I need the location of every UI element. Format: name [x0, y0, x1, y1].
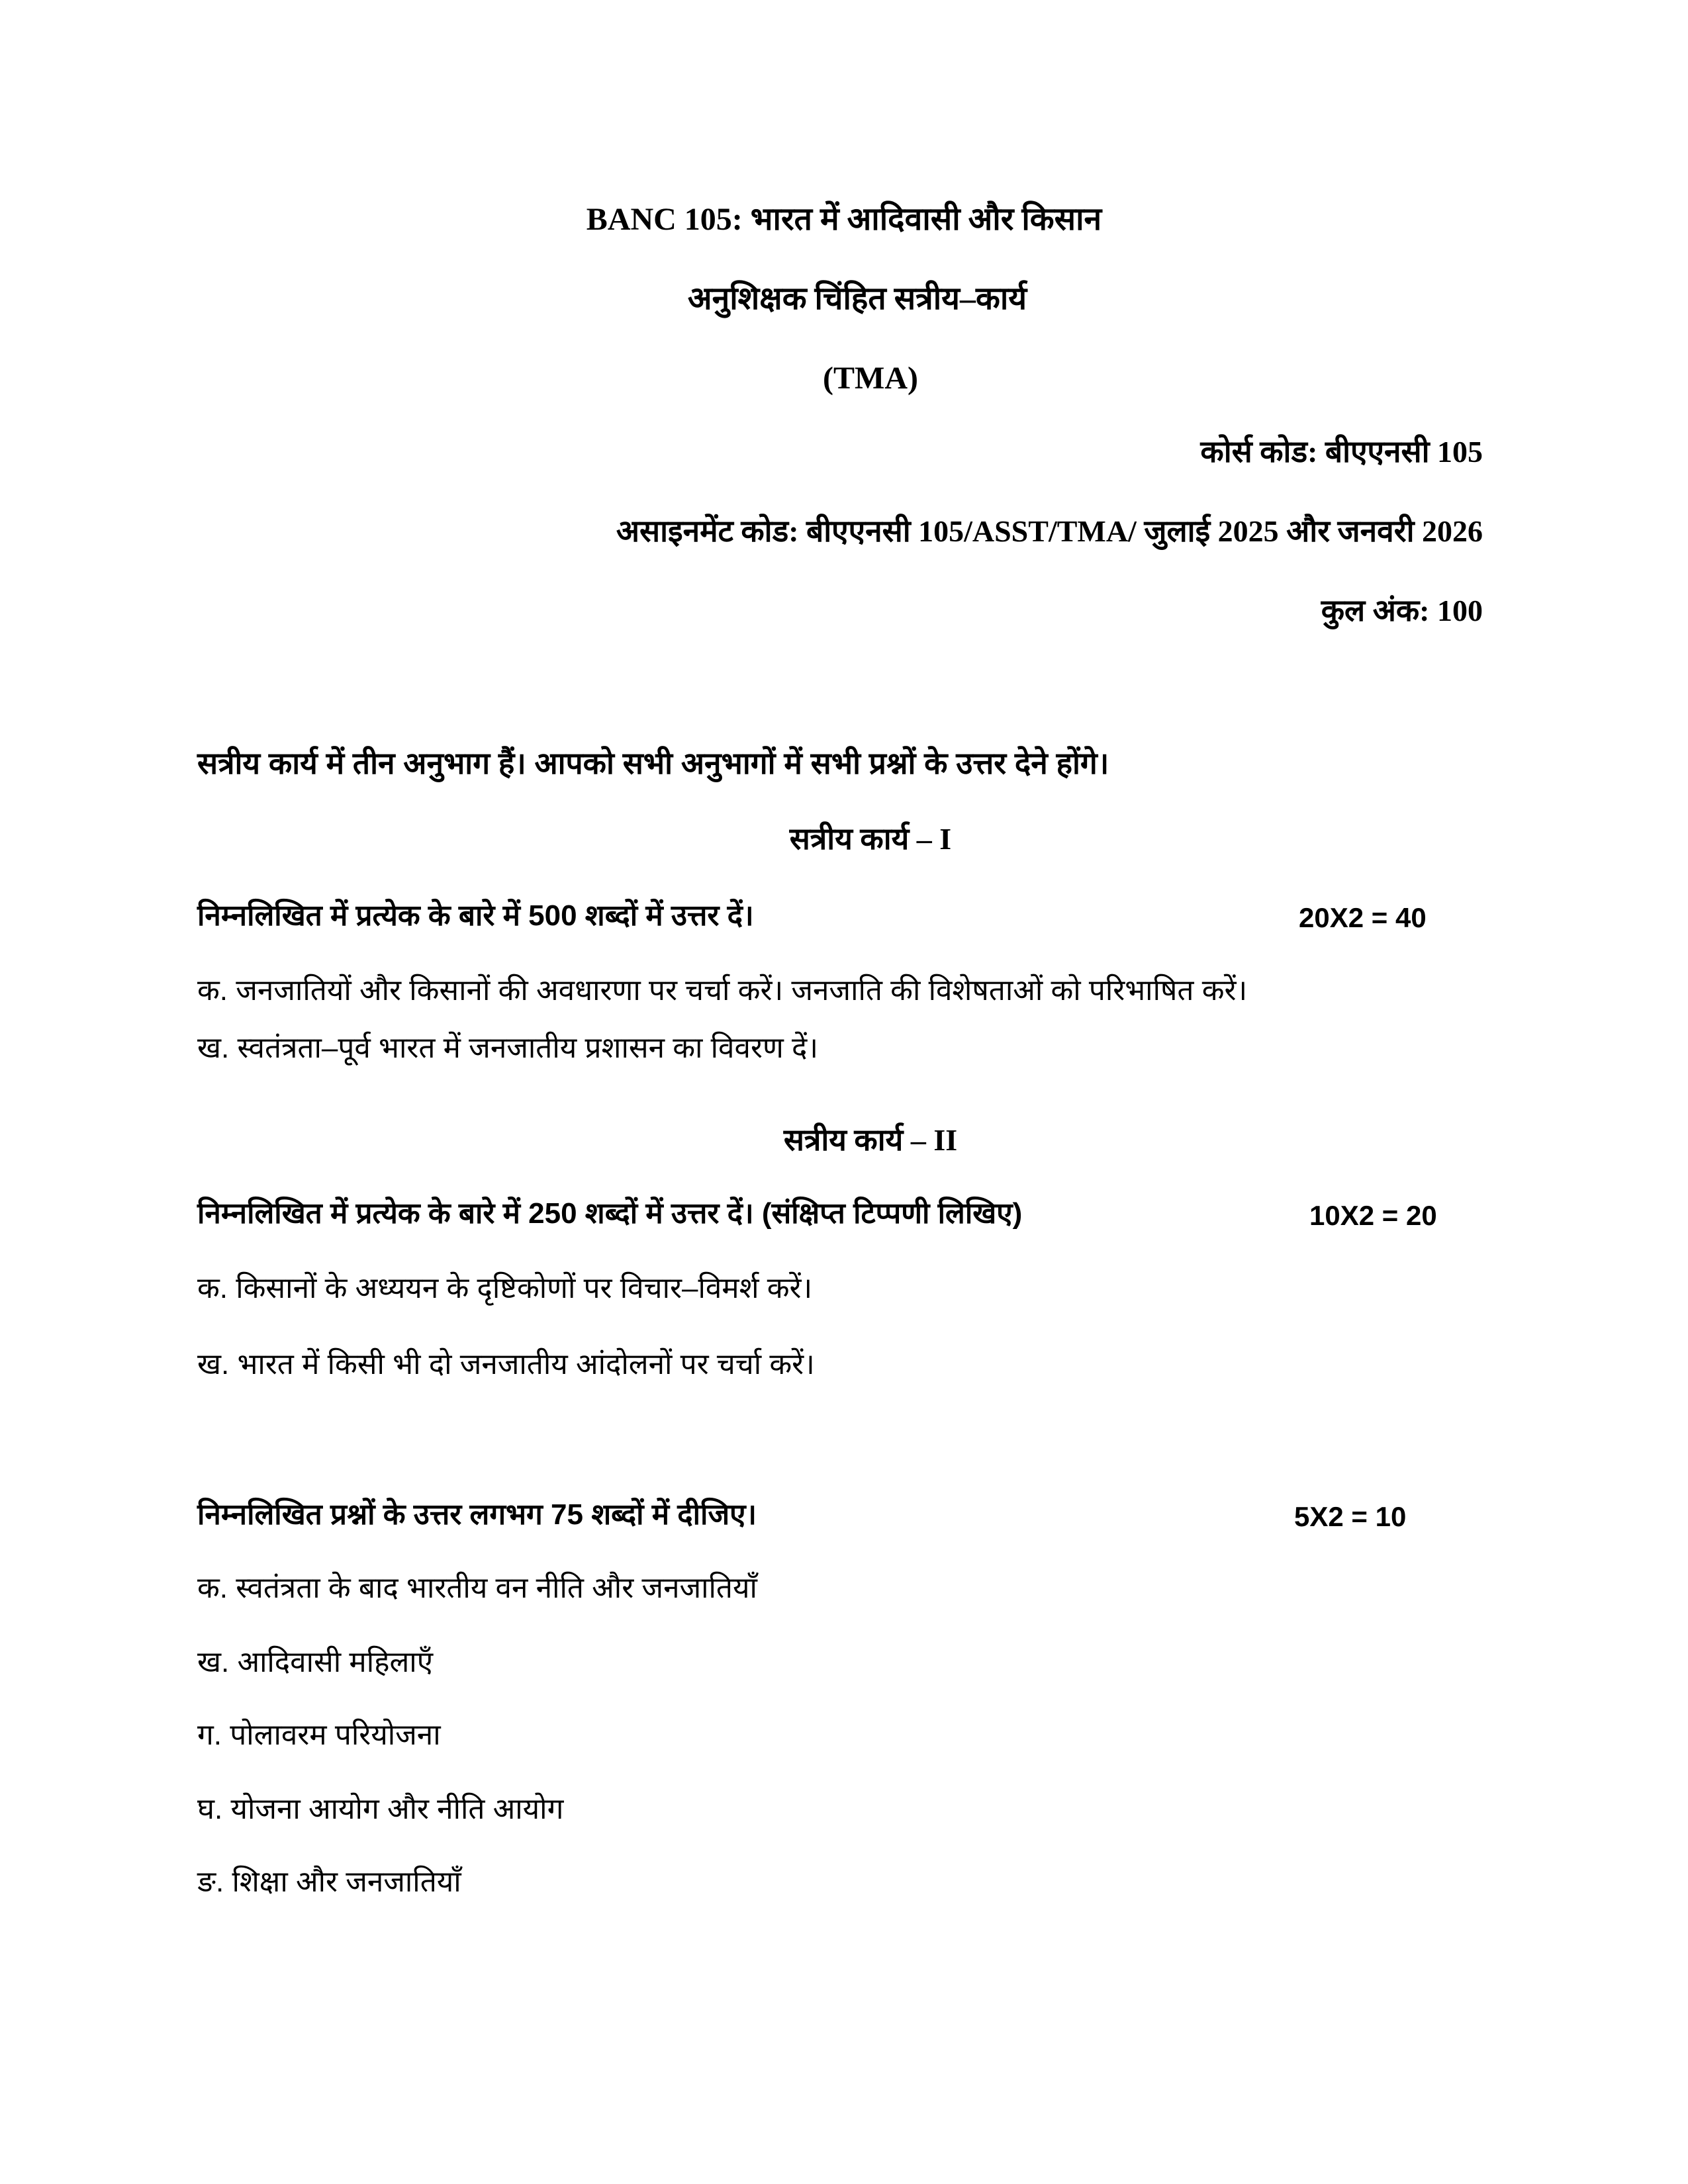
- section-2-heading: सत्रीय कार्य – II: [783, 1123, 958, 1157]
- section-2-question-b: ख. भारत में किसी भी दो जनजातीय आंदोलनों पर चर्चा करें।: [197, 1348, 815, 1381]
- section-3-marks: 5X2 = 10: [1294, 1501, 1407, 1532]
- section-3-instruction: निम्नलिखित प्रश्नों के उत्तर लगभग 75 शब्दों में दीजिए।: [197, 1498, 757, 1531]
- section-2-instruction: निम्नलिखित में प्रत्येक के बारे में 250 शब्दों में उत्तर दें। (संक्षिप्त टिप्पणी लिखिए): [197, 1197, 1023, 1230]
- section-2-marks: 10X2 = 20: [1309, 1200, 1437, 1231]
- document-subtitle: अनुशिक्षक चिंहित सत्रीय–कार्य: [687, 281, 1027, 316]
- section-1-question-b: ख. स्वतंत्रता–पूर्व भारत में जनजातीय प्रशासन का विवरण दें।: [197, 1032, 819, 1064]
- tma-label: (TMA): [823, 361, 918, 396]
- course-code: कोर्स कोड: बीएएनसी 105: [1200, 435, 1483, 469]
- section-3-question-a: क. स्वतंत्रता के बाद भारतीय वन नीति और जनजातियाँ: [197, 1572, 757, 1604]
- section-2-question-a: क. किसानों के अध्ययन के दृष्टिकोणों पर विचार–विमर्श करें।: [197, 1272, 813, 1304]
- section-3-question-d: घ. योजना आयोग और नीति आयोग: [197, 1793, 564, 1825]
- section-1-question-a: क. जनजातियों और किसानों की अवधारणा पर चर्चा करें। जनजाति की विशेषताओं को परिभाषित करें।: [197, 974, 1248, 1007]
- section-3-question-c: ग. पोलावरम परियोजना: [197, 1719, 441, 1751]
- document-title: BANC 105: भारत में आदिवासी और किसान: [586, 202, 1102, 237]
- section-1-instruction: निम्नलिखित में प्रत्येक के बारे में 500 शब्दों में उत्तर दें।: [197, 899, 754, 932]
- total-marks: कुल अंक: 100: [1321, 594, 1483, 627]
- section-3-question-b: ख. आदिवासी महिलाएँ: [197, 1646, 434, 1678]
- section-1-marks: 20X2 = 40: [1299, 902, 1427, 933]
- section-1-heading: सत्रीय कार्य – I: [789, 822, 952, 856]
- assignment-code: असाइनमेंट कोड: बीएएनसी 105/ASST/TMA/ जुलाई 2025 और जनवरी 2026: [616, 514, 1483, 548]
- section-3-question-e: ङ. शिक्षा और जनजातियाँ: [197, 1866, 461, 1898]
- general-instruction: सत्रीय कार्य में तीन अनुभाग हैं। आपको सभी अनुभागों में सभी प्रश्नों के उत्तर देने होंगे।: [197, 746, 1109, 780]
